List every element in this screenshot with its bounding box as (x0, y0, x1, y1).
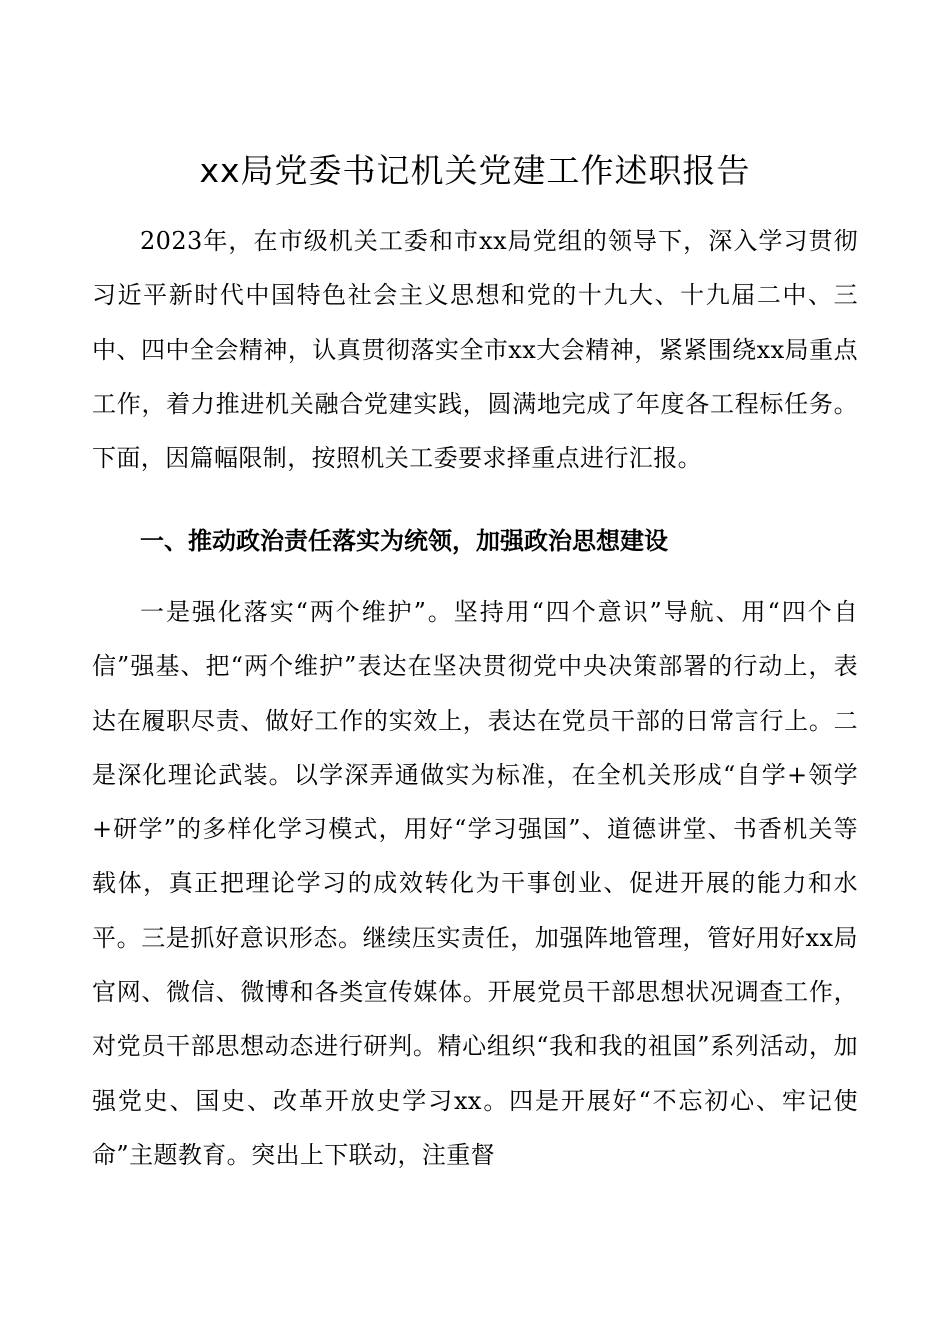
document-title: xx局党委书记机关党建工作述职报告 (199, 151, 751, 190)
section-heading: 一、推动政治责任落实为统领，加强政治思想建设 (140, 527, 668, 555)
section-paragraph: 一是强化落实“两个维护”。坚持用“四个意识”导航、用“四个自信”强基、把“两个维护”表达在坚决贯彻党中央决策部署的行动上，表达在履职尽责、做好工作的实效上，表达在党员干部的日常言行上。二是深化理论武装。以学深弄通做实为标准，在全机关形成“自学+领学+研学”的多样化学习模式，用好“学习强国”、道德讲堂、书香机关等载体，真正把理论学习的成效转化为干事创业、促进开展的能力和水平。三是抓好意识形态。继续压实责任，加强阵地管理，管好用好xx局官网、微信、微博和各类宣传媒体。开展党员干部思想状况调查工作，对党员干部思想动态进行研判。精心组织“我和我的祖国”系列活动，加强党史、国史、改革开放史学习xx。四是开展好“不忘初心、牢记使命”主题教育。突出上下联动，注重督 (92, 598, 858, 1169)
intro-paragraph: 2023年，在市级机关工委和市xx局党组的领导下，深入学习贯彻习近平新时代中国特色社会主义思想和党的十九大、十九届二中、三中、四中全会精神，认真贯彻落实全市xx大会精神，紧紧围绕xx局重点工作，着力推进机关融合党建实践，圆满地完成了年度各工程标任务。下面，因篇幅限制，按照机关工委要求择重点进行汇报。 (92, 227, 858, 473)
